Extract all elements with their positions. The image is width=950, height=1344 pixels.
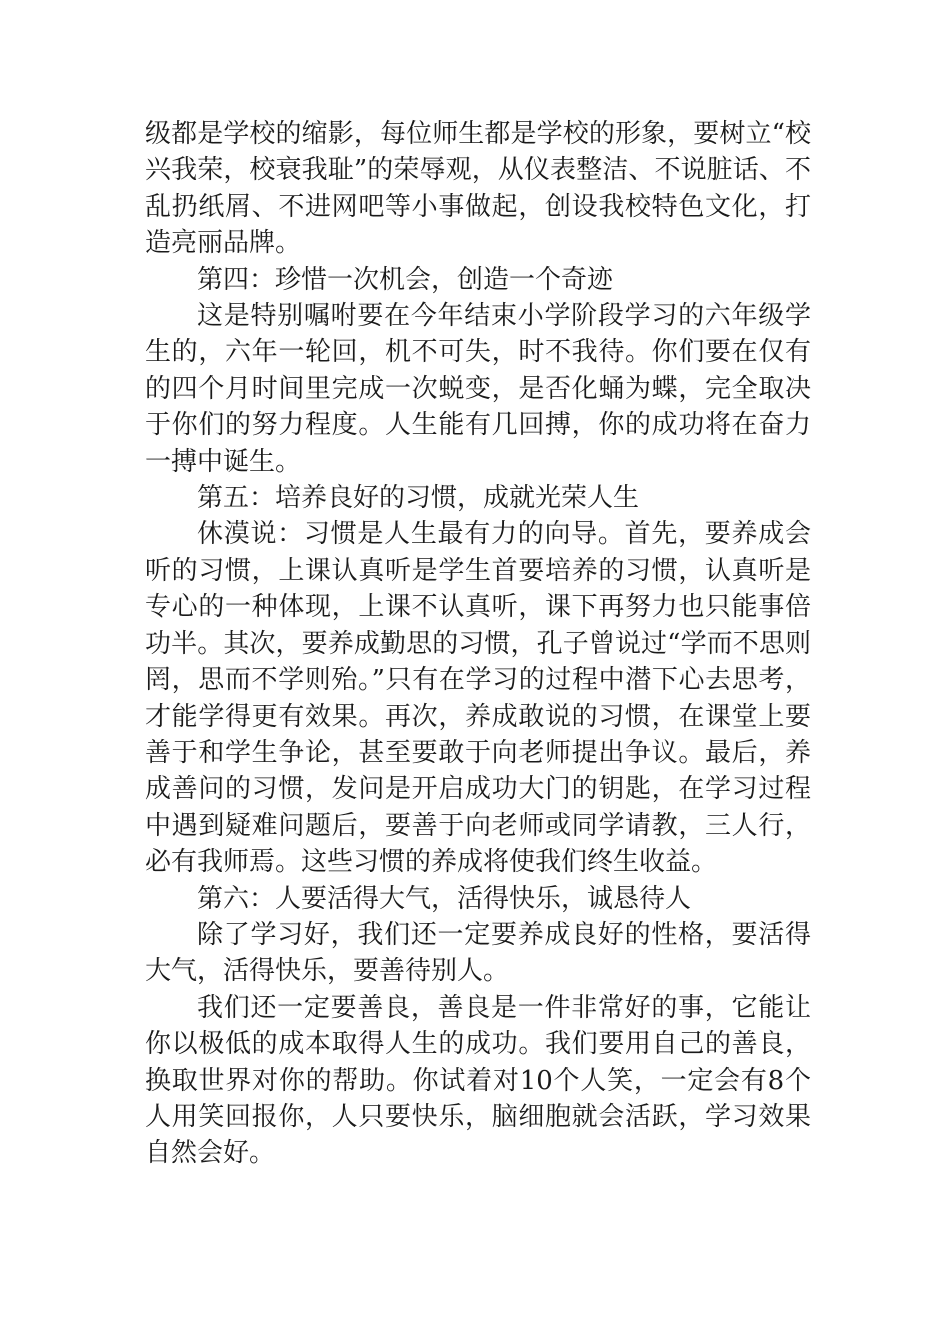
paragraph: 休漠说：习惯是人生最有力的向导。首先，要养成会听的习惯，上课认真听是学生首要培养的习惯，认真听是专心的一种体现，上课不认真听，课下再努力也只能事倍功半。其次，要养成勤思的习惯，孔子曾说过“学而不思则罔，思而不学则殆。”只有在学习的过程中潜下心去思考，才能学得更有效果。再次，养成敢说的习惯，在课堂上要善于和学生争论，甚至要敢于向老师提出争议。最后，养成善问的习惯，发问是开启成功大门的钥匙，在学习过程中遇到疑难问题后，要善于向老师或同学请教，三人行，必有我师焉。这些习惯的养成将使我们终生收益。 (145, 519, 811, 878)
paragraph: 我们还一定要善良，善良是一件非常好的事，它能让你以极低的成本取得人生的成功。我们要用自己的善良，换取世界对你的帮助。你试着对10个人笑，一定会有8个人用笑回报你，人只要快乐，脑细胞就会活跃，学习效果自然会好。 (145, 992, 811, 1169)
section-heading-6: 第六：人要活得大气，活得快乐，诚恳待人 (197, 883, 692, 914)
section-heading-5: 第五：培养良好的习惯，成就光荣人生 (197, 483, 640, 514)
document-page (145, 116, 811, 1172)
paragraph: 除了学习好，我们还一定要养成良好的性格，要活得大气，活得快乐，要善待别人。 (145, 919, 811, 987)
paragraph-continued: 级都是学校的缩影，每位师生都是学校的形象，要树立“校兴我荣，校衰我耻”的荣辱观，从仪表整洁、不说脏话、不乱扔纸屑、不进网吧等小事做起，创设我校特色文化，打造亮丽品牌。 (145, 119, 811, 259)
paragraph: 这是特别嘱咐要在今年结束小学阶段学习的六年级学生的，六年一轮回，机不可失，时不我待。你们要在仅有的四个月时间里完成一次蜕变，是否化蛹为蝶，完全取决于你们的努力程度。人生能有几回搏，你的成功将在奋力一搏中诞生。 (145, 301, 811, 477)
section-heading-4: 第四：珍惜一次机会，创造一个奇迹 (197, 264, 614, 295)
